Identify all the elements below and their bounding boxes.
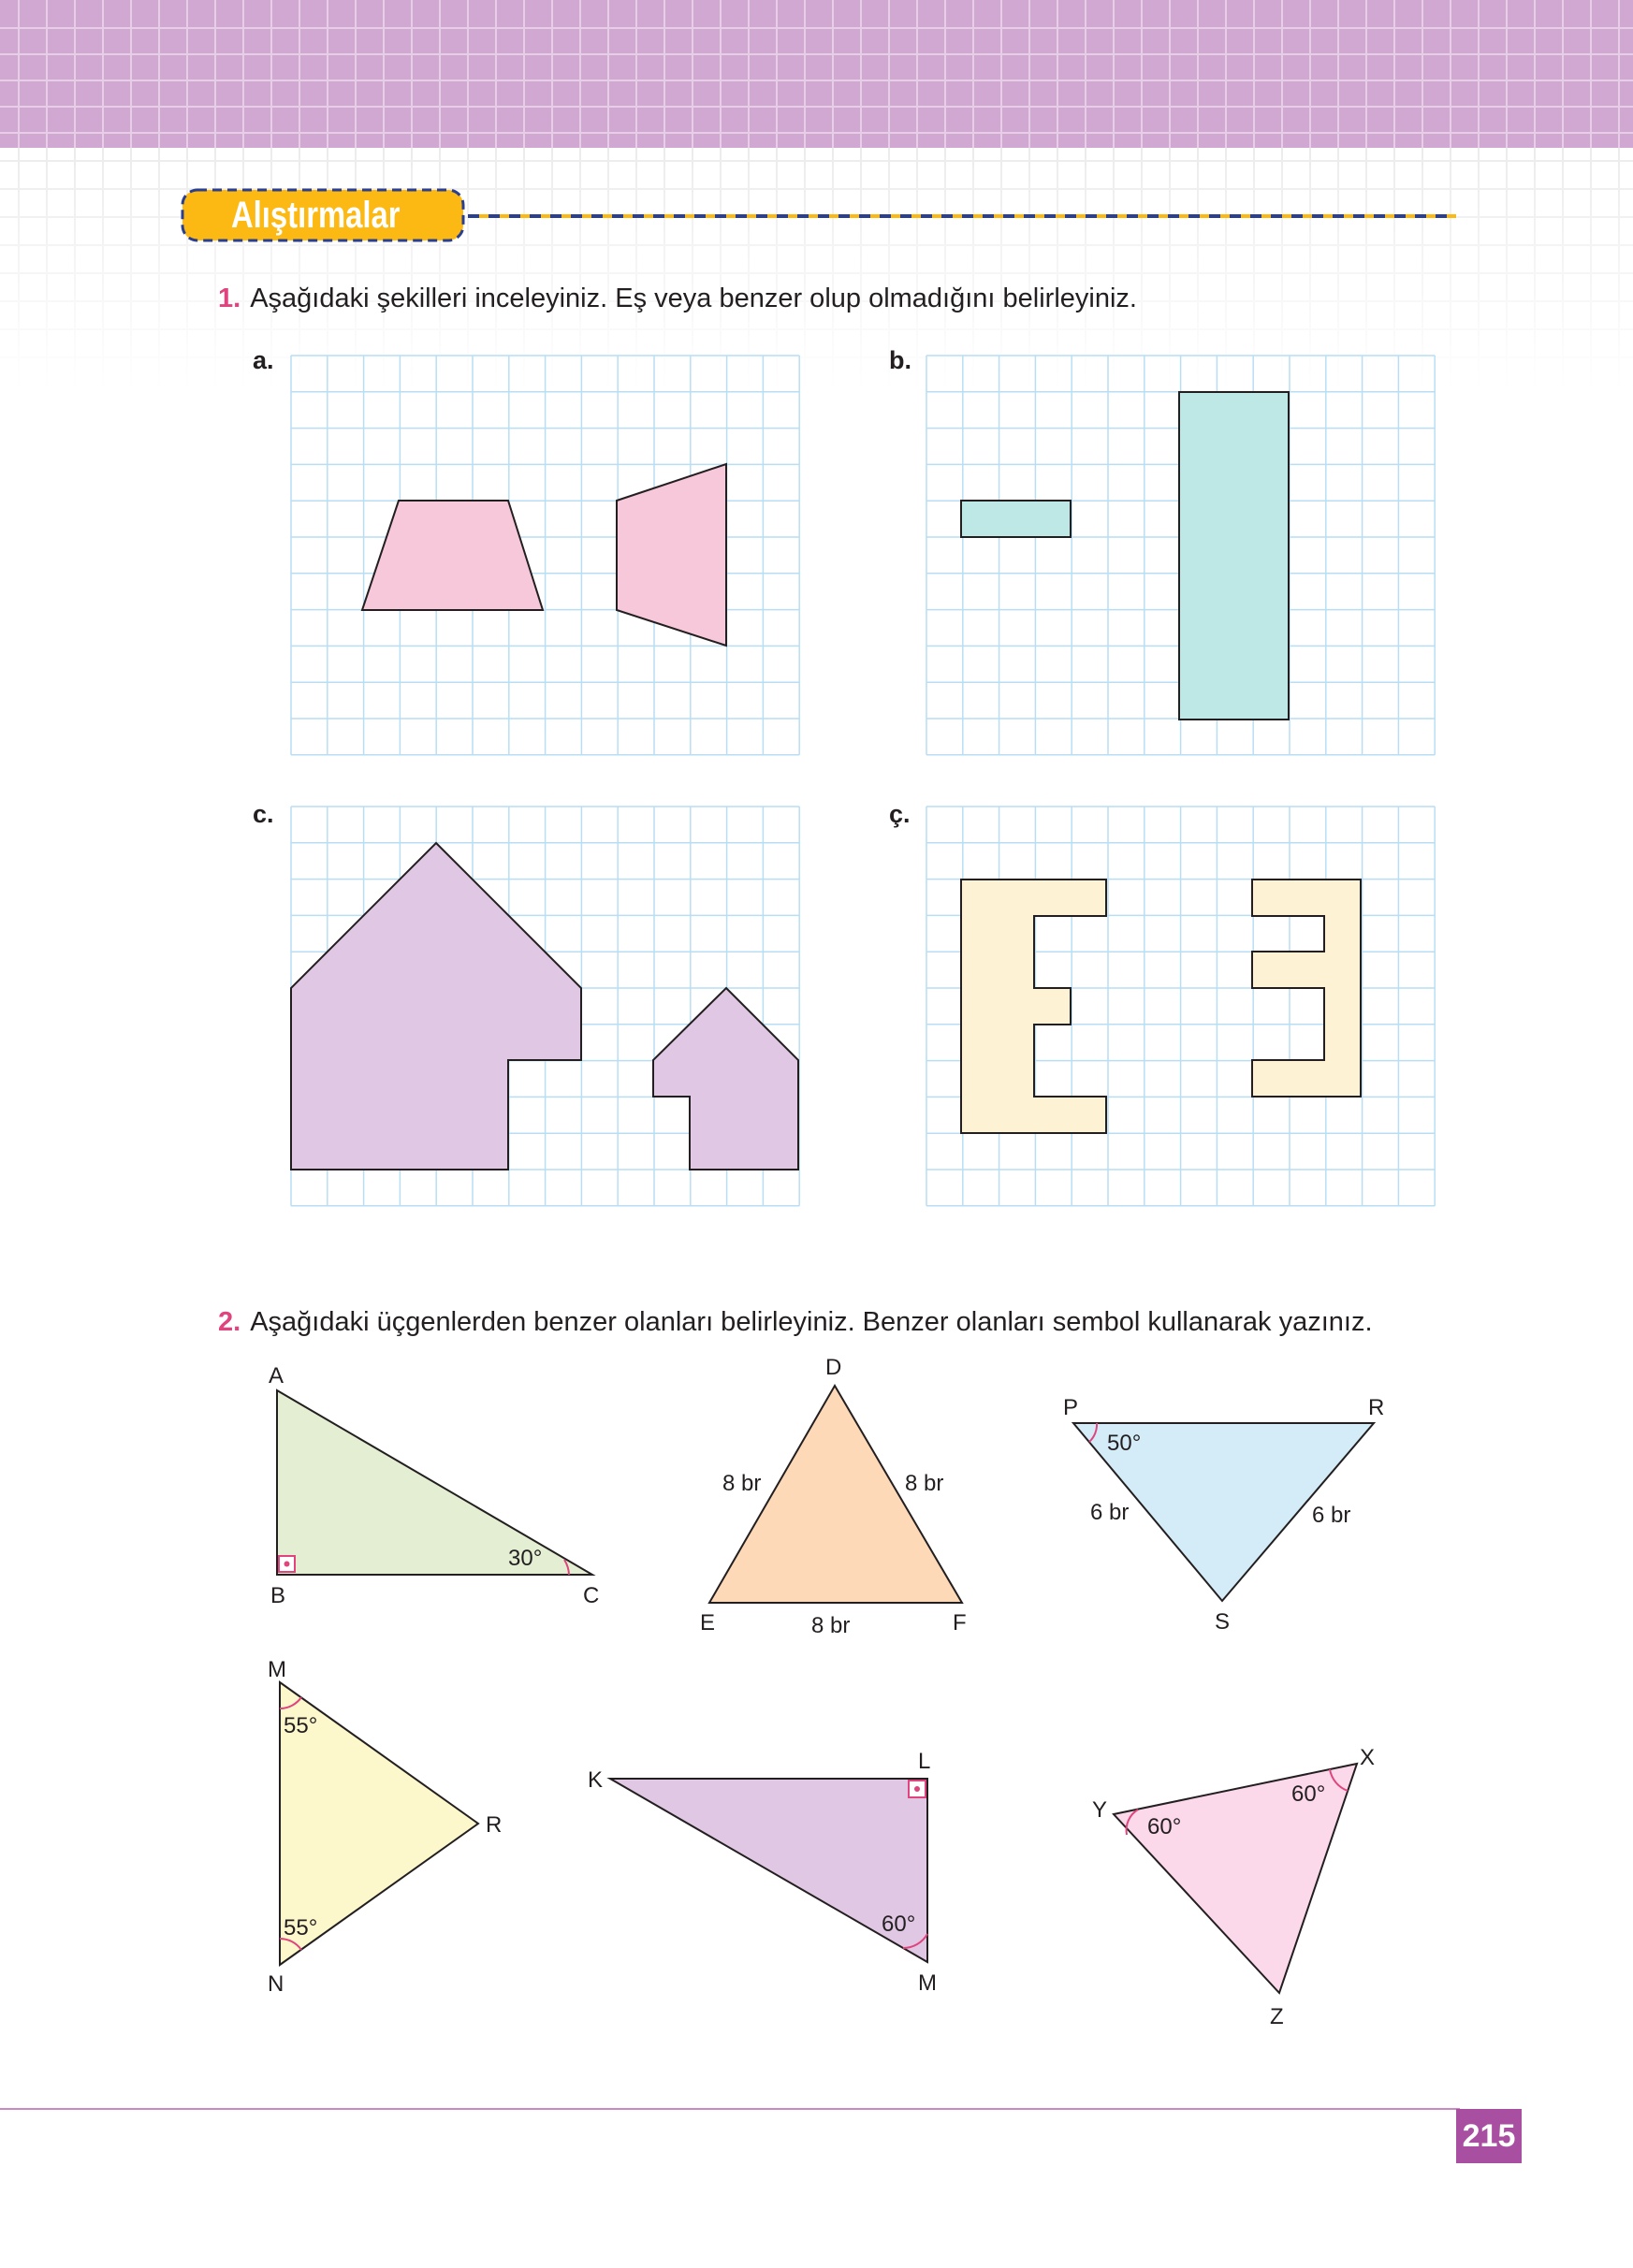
- page-number: 215: [1456, 2109, 1522, 2163]
- angle-p-label: 50°: [1107, 1431, 1142, 1456]
- part-c-label: c.: [253, 800, 274, 828]
- vertex-r2-label: R: [486, 1812, 503, 1838]
- vertex-y-label: Y: [1092, 1797, 1108, 1823]
- side-ef-label: 8 br: [811, 1613, 851, 1638]
- vertex-c-label: C: [583, 1583, 600, 1608]
- vertex-f-label: F: [953, 1610, 967, 1636]
- angle-y-label: 60°: [1147, 1814, 1182, 1839]
- triangle-abc: [269, 1363, 599, 1608]
- question-1-number: 1.: [218, 284, 241, 313]
- angle-m2-label: 60°: [882, 1912, 916, 1937]
- vertex-b-label: B: [270, 1583, 286, 1608]
- vertex-n-label: N: [268, 1971, 284, 1997]
- vertex-e-label: E: [700, 1610, 716, 1636]
- vertex-r-label: R: [1368, 1395, 1385, 1420]
- part-cc-label: ç.: [889, 800, 911, 828]
- vertex-l-label: L: [918, 1749, 931, 1774]
- vertex-k-label: K: [588, 1767, 604, 1793]
- vertex-d-label: D: [825, 1355, 842, 1380]
- vertex-m-label: M: [268, 1657, 286, 1682]
- vertex-x-label: X: [1360, 1745, 1376, 1770]
- part-b-label: b.: [889, 346, 911, 374]
- question-2-number: 2.: [218, 1307, 241, 1337]
- triangle-mnr: [268, 1657, 502, 1997]
- angle-x-label: 60°: [1291, 1781, 1326, 1807]
- triangle-prs: [1063, 1395, 1384, 1635]
- question-1-text: Aşağıdaki şekilleri inceleyiniz. Eş veya benzer olup olmadığını belirleyiniz.: [250, 284, 1137, 313]
- side-df-label: 8 br: [905, 1471, 944, 1496]
- vertex-a-label: A: [269, 1363, 284, 1388]
- side-de-label: 8 br: [722, 1471, 762, 1496]
- side-ps-label: 6 br: [1090, 1500, 1130, 1525]
- footer-rule: [0, 2108, 1460, 2110]
- vertex-p-label: P: [1063, 1395, 1079, 1420]
- question-2-text: Aşağıdaki üçgenlerden benzer olanları belirleyiniz. Benzer olanları sembol kullanarak yazınız.: [250, 1307, 1373, 1337]
- section-title: Alıştırmalar: [231, 195, 401, 236]
- triangle-klm: [588, 1749, 937, 1996]
- triangle-xyz: [1092, 1745, 1375, 2029]
- angle-n-label: 55°: [284, 1915, 318, 1941]
- vertex-z-label: Z: [1270, 2004, 1284, 2029]
- side-rs-label: 6 br: [1312, 1503, 1351, 1528]
- vertex-s-label: S: [1215, 1609, 1231, 1635]
- part-a-label: a.: [253, 346, 274, 374]
- vertex-m2-label: M: [918, 1970, 937, 1996]
- angle-m-label: 55°: [284, 1713, 318, 1738]
- triangle-def: [700, 1355, 967, 1638]
- angle-c-label: 30°: [508, 1546, 543, 1571]
